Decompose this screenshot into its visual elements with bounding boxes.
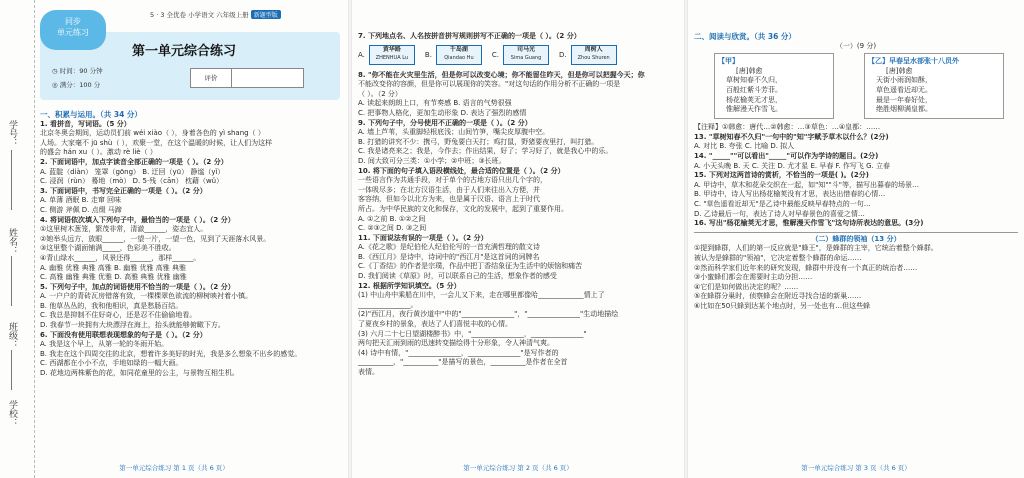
binding-margin — [0, 0, 35, 478]
text-line: C. 我总是抑制不住好奇心，还是忍不住偷偷地看。 — [40, 311, 197, 320]
text-line: 3. 下面词语中，书写完全正确的一项是（ ）。（2 分） — [40, 186, 207, 195]
worksheet-header — [40, 10, 340, 102]
score-info: ◎ 满分：100 分 — [52, 81, 101, 89]
text-line: ②然而科学家们近年来的研究发现，蜂群中并没有一个真正的统治者…… — [694, 263, 918, 272]
subsection-1: （一）(9 分) — [835, 41, 877, 50]
text-line: 天街小雨润如酥， — [876, 76, 932, 85]
unit-badge — [40, 10, 106, 50]
text-line: 1. 看拼音，写词语。（5 分） — [40, 119, 131, 128]
text-line: 表情。 — [358, 368, 379, 376]
text-line: A. 读起来朗朗上口，有节奏感 B. 语言的气势很强 — [358, 99, 512, 108]
text-line: 杨花榆荚无才思， — [726, 95, 782, 104]
text-line: 人场。大家毫不 jū shù（ ），欢聚一堂，在这个温暖的时候，让人们为这样 — [40, 138, 273, 147]
page-2 — [352, 0, 684, 478]
text-line: A. 一户户的青砖瓦房错落有致，一棵棵翠色欲流的柳树映衬着小镇。 — [40, 292, 253, 301]
text-line: _______________。 — [358, 300, 418, 309]
text-line: A. 蓝靛（diàn） 笼罩（gōng） B. 迂回（yū） 静谧（yǐ） — [40, 167, 225, 176]
text-line: A. 单薄 酒眠 B. 走窜 回味 — [40, 196, 122, 205]
text-line: （ ）。（2 分） — [358, 89, 402, 98]
text-line: B. 我走在这个四周交往的北京，想着许多美好的时光，我是多么想象不出乡的感觉。 — [40, 349, 302, 358]
text-line: A. ①之前 B. ①②之间 — [358, 214, 426, 223]
poem-b-author: [唐]韩愈 — [886, 66, 913, 75]
text-line: 12. 根据所学知识填空。（5 分） — [358, 281, 461, 290]
text-line: 两句把天汇雨到雨的迅速转变描绘得十分形象，令人神清气爽。 — [358, 339, 554, 348]
text-line: C. ②③之间 D. ③之间 — [358, 224, 427, 233]
text-line: D. 乙诗最后一句，表达了诗人对早春景色的喜爱之情… — [694, 209, 865, 218]
page-1-content — [40, 110, 342, 379]
text-line: 一体吸尽多；在北方汉语生活，由于人们来往出入方便，并 — [358, 185, 540, 194]
poem-a-author: [唐]韩愈 — [736, 66, 763, 75]
section-heading: 二、阅读与欣赏。（共 36 分） — [694, 32, 796, 41]
text-line: (3) 六月二十七日望湖楼醉书》中，"_______________，_______________" — [358, 329, 587, 338]
pinyin-option-box — [369, 45, 415, 65]
text-line: (4) 诗中有情，"_______________，_______________"是写作者的 — [358, 348, 559, 357]
text-line: ⑤在蜂群分巢时，侦察蜂会在附近寻找合适的新巢…… — [694, 292, 862, 301]
text-line: ②她举头远方，放眼______，一望一片，一望一色，见到了天涯落水风景。 — [40, 234, 271, 243]
text-line: ③这里整个湖面铺满_____，色彩美不胜收。 — [40, 244, 176, 253]
text-line: C. 侧游 斧佩 D. 点缀 马蹄 — [40, 205, 122, 214]
text-line: B. 他草丛丛的，我和他相识，真是愁肠百结。 — [40, 301, 183, 310]
pinyin-text: ZHENHUA Lu — [375, 54, 409, 61]
poem-b-lines — [868, 76, 1000, 114]
text-line: 草树知春不久归， — [726, 76, 782, 85]
text-line: ④青山绿水______，风景还得______，那样______。 — [40, 253, 201, 262]
text-line: 客容纳，但如今以北方为来，也是属于汉语、语言上于时代 — [358, 195, 540, 204]
text-line: C. 西湖都在小小不点，手地如绿的一幅大画。 — [40, 359, 183, 368]
poem-b-title: 【乙】早春呈水部张十八员外 — [868, 57, 959, 66]
poem-a-title: 【甲】 — [718, 57, 739, 66]
pinyin-text: Qiandao Hu — [444, 54, 474, 61]
option-label: D. — [559, 50, 567, 59]
text-line: 了夏夜乡村的景象，表达了人们喜悦丰收的心情。 — [358, 320, 512, 329]
page-3-footer: 第一单元综合练习 第 3 页（共 6 页） — [801, 464, 911, 472]
question-lines — [694, 123, 1018, 229]
time-info: ◷ 时间：90 分钟 — [52, 67, 103, 75]
text-line: C. 我是诸亮来之；我是，今作去；作出结果，好了；学习好了，就是我心中的乐。 — [358, 147, 613, 156]
time-text: 时间：90 分钟 — [59, 67, 103, 75]
fill-line — [11, 350, 12, 390]
evaluation-box — [190, 68, 304, 88]
poem-a-box — [714, 53, 834, 119]
poem-b-box — [864, 53, 1004, 119]
evaluation-label: 评价 — [191, 69, 232, 87]
text-line: 北京冬奥会期间，运动员们前 wéi xiào（ ），身着各色的 yì shang（ ） — [40, 129, 265, 138]
text-line: ④它们是如何做出决定的呢？…… — [694, 282, 799, 291]
text-line: 不能改变你的容颜，但是你可以展现你的笑容。"对这句话的作用分析不正确的一项是 — [358, 80, 621, 89]
subsection-2: （二）蜂群的领袖（13 分） — [811, 234, 901, 243]
text-line: ⑥比如在50只蜂到达某个地点时，另一处也有…但这些蜂 — [694, 301, 871, 310]
pinyin-text: Sima Guang — [510, 54, 542, 61]
text-line: 草色遥看近却无。 — [876, 85, 932, 94]
text-line: C. 把事物人格化，更加生动形象 D. 表达了强烈的感情 — [358, 108, 527, 117]
text-line: 4. 将词语依次填入下列句子中，最恰当的一项是（ ）。（2 分） — [40, 215, 235, 224]
text-line: A. 墙上芦苇，头重脚轻根底浅；山间竹笋，嘴尖皮厚腹中空。 — [358, 128, 550, 137]
text-line: 一些语言作为共通手段，对于单个的古地方语只出几个字的， — [358, 176, 547, 185]
text-line: ③小蜜蜂们都会在需要时主动分担…… — [694, 273, 813, 282]
hanzi-text: 千岛湖 — [449, 45, 468, 53]
text-line: 的盛会 hán xu（ ）。激动 rè liè（ ） — [40, 148, 157, 157]
page-3-content — [694, 32, 1018, 311]
score-text: 满分：100 分 — [59, 81, 101, 89]
question-lines — [40, 120, 342, 379]
text-line: 6. 下面没有使用联想表现想象的句子是（ ）。（2 分） — [40, 330, 207, 339]
text-line: 10. 将下面的句子填入语段横线处，最合适的位置是（ ）。（2 分） — [358, 166, 565, 175]
option-label: C. — [491, 50, 500, 59]
text-line: A.《花之歌》是纪伯伦人纪伯伦写的一首充满哲理的散文诗 — [358, 243, 540, 252]
badge-line-2: 单元练习 — [57, 28, 89, 37]
text-line: A. 小天头晚 B. 天 C. 关注 D. 尤才星 E. 早春 F. 作写飞 G. 立春 — [694, 161, 890, 170]
text-line: 8. "你不能在火灾里生活，但是你可以改变心境；你不能留住昨天，但是你可以把握今天；你 — [358, 70, 645, 79]
pinyin-option-box — [436, 45, 482, 65]
text-line: D. 花地边两株紫色的花，如同花童里的公主，与景物互相生机。 — [40, 369, 239, 378]
pinyin-text: Zhou Shuren — [577, 54, 610, 61]
text-line: __________，"__________"是描写的景色，__________是作者在全首 — [358, 358, 568, 367]
reading-passage — [694, 244, 1018, 311]
hanzi-text: 黄华路 — [382, 45, 401, 53]
book-meta-text: 5 · 3 全优卷 小学语文 六年级上册 — [150, 11, 249, 19]
text-line: D. 我们阅读《草原》时，可以联系自己的生活，想象作者的感受 — [358, 272, 557, 281]
text-line: C. 浸润（rùn） 蓦地（mò） D. 5·残（cān） 枕藉（wǔ） — [40, 177, 224, 186]
text-line: 5. 下列句子中，加点的词语使用不恰当的一项是（ ）。（2 分） — [40, 282, 235, 291]
new-edition-tag: 新题型版 — [251, 10, 281, 19]
school-label: 学校： — [7, 400, 17, 427]
text-line: 绝胜烟柳满皇都。 — [876, 105, 932, 114]
student-id-label: 学号： — [7, 120, 17, 147]
pinyin-option-box — [503, 45, 549, 65]
text-line: 9. 下列句子中，分号使用不正确的一项是（ ）。（2 分） — [358, 118, 532, 127]
text-line: 14. "_____""可以看出"_____"可以作为学诗的题目。(2分) — [694, 151, 879, 160]
page-3 — [688, 0, 1024, 478]
page-2-content — [358, 32, 680, 378]
fill-line — [11, 256, 12, 306]
text-line: B.《西江月》是诗中，诗词中的"西江月"是这首词的词牌名 — [358, 252, 540, 261]
text-line: D. 间大致可分三类：①小学；②中班；③长班。 — [358, 156, 506, 165]
text-line: 百般红紫斗芳菲。 — [726, 85, 782, 94]
option-label: A. — [358, 50, 365, 59]
option-label: B. — [424, 50, 432, 59]
text-line: A. 幽雅 优雅 典雅 高雅 B. 幽雅 优雅 高雅 典雅 — [40, 263, 186, 272]
hanzi-text: 周树人 — [584, 45, 603, 53]
poem-a-lines — [718, 76, 830, 114]
text-line: A. 我是这个早上，从第一轮的冬雨开始。 — [40, 340, 169, 349]
page-1-footer: 第一单元综合练习 第 1 页（共 6 页） — [119, 464, 229, 472]
text-line: B. 打猎的讲究不少：携弓，野兔要白天打；鸡打鼠，野猪要夜里打，叫打猎。 — [358, 137, 599, 146]
text-line: 惟解漫天作雪飞。 — [726, 105, 782, 114]
question-7: 7. 下列地点名、人名按拼音拼写规则拼写不正确的一项是（ ）。（2 分） — [358, 32, 581, 40]
text-line: (2)"西江月，夜行黄沙道中"中的"_______________"，"_______________"生动地描绘 — [358, 310, 619, 319]
text-line: C. 高雅 幽雅 典雅 优雅 D. 高雅 典雅 优雅 幽雅 — [40, 273, 187, 282]
answer-line — [694, 232, 1018, 233]
text-line: 15. 下列对这两首诗的赏析，不恰当的一项是( )。(2分) — [694, 171, 869, 180]
text-line: 被认为是蜂群的"领袖"，它决定着整个蜂群的命运…… — [694, 253, 862, 262]
text-line: A. 甲诗中，草木和花朵交织在一起，如"知""斗"等，描写出暮春的场景… — [694, 180, 919, 189]
badge-line-1: 同步 — [65, 17, 81, 26]
page-2-footer: 第一单元综合练习 第 2 页（共 6 页） — [463, 464, 573, 472]
class-label: 班级： — [7, 322, 17, 349]
text-line: B. 甲诗中，诗人写出杨花榆荚没有才思，表达出惜春的心情… — [694, 190, 886, 199]
text-line: A. 对比 B. 夸张 C. 比喻 D. 拟人 — [694, 142, 795, 151]
text-line: (1) 中山舟中乘船在川中，一会儿又下来，走在哪里都像哈_____________情上了 — [358, 291, 605, 300]
text-line: ①这里树木葱笼，繁茂非常，清澈______，姿态宜人。 — [40, 225, 208, 234]
text-line: 16. 写出"杨花榆荚无才思，惟解漫天作雪飞"这句诗所表达的意思。(3分) — [694, 219, 924, 228]
text-line: 【注释】①韩愈：唐代…②韩愈：…③草色：…④皇都：…… — [694, 123, 881, 132]
poems-area — [694, 51, 1018, 123]
text-line: 最是一年春好处， — [876, 95, 932, 104]
section-heading: 一、积累与运用。（共 34 分） — [40, 110, 142, 119]
text-line: C.《丁香结》的作者是宗璞，作品中把丁香结象征为生活中的烦恼和痛苦 — [358, 262, 583, 271]
pinyin-option-box — [571, 45, 617, 65]
text-line: 2. 下面词语中，加点字读音全部正确的一项是（ ）。（2 分） — [40, 157, 228, 166]
text-line: 13. "草树知春不久归"一句中的"知"字赋予草木以什么？(2分) — [694, 132, 889, 141]
question-lines — [358, 71, 680, 378]
text-line: 11. 下面说法有误的一项是（ ）。（2 分） — [358, 233, 488, 242]
book-meta — [150, 10, 281, 19]
fill-line — [11, 150, 12, 210]
page-1 — [0, 0, 348, 478]
text-line: 所占。为中华民族的文化和保存，文化的发展中，起到了重要作用。 — [358, 204, 568, 213]
name-label: 姓名： — [7, 228, 17, 255]
text-line: ①提到蜂群，人们的第一反应就是"蜂王"，是蜂群的主宰，它统治着整个蜂群。 — [694, 244, 938, 253]
text-line: C. "草色遥看近却无"是乙诗中最能反映早春特点的一句… — [694, 199, 871, 208]
hanzi-text: 司马光 — [517, 45, 536, 53]
text-line: D. 我春节一块拥有大块漂浮在海上，抬头就能够俯瞰下方。 — [40, 321, 225, 330]
page-title: 第一单元综合练习 — [132, 44, 237, 59]
pinyin-options — [358, 42, 680, 71]
